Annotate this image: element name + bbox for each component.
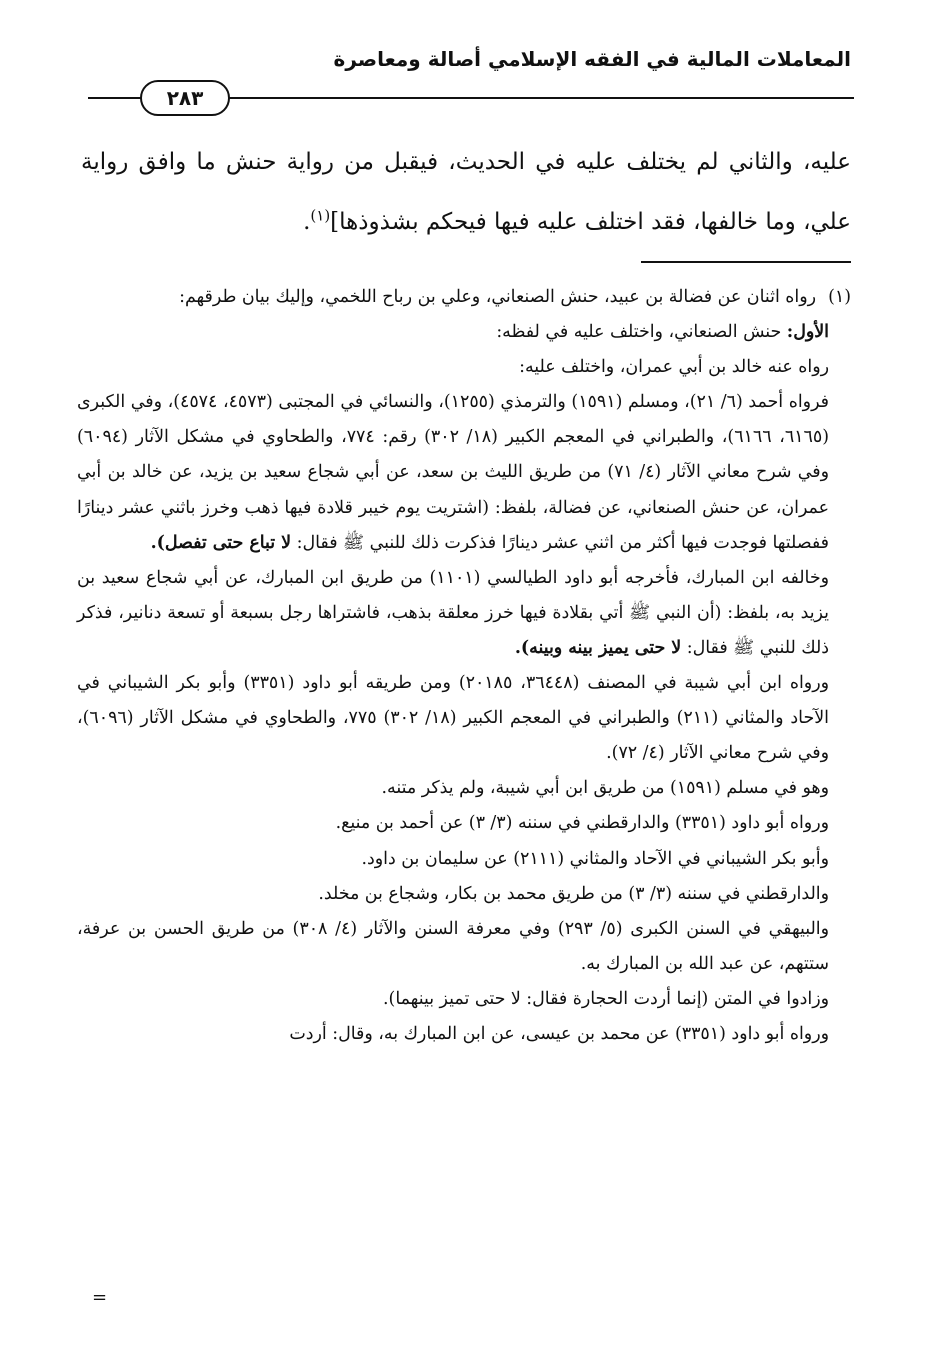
footnote-first-label: الأول: bbox=[786, 322, 829, 343]
footnotes bbox=[77, 280, 851, 1052]
footnote-paragraph: ورواه ابن أبي شيبة في المصنف (٣٦٤٤٨، ٢٠١٨٥) ومن طريقه أبو داود (٣٣٥١) وأبو بكر الشيباني في الآحاد والمثاني (٢١١) والطبراني في المعجم الكبير (١٨/ ٣٠٢) ٧٧٥، والطحاوي في مشكل الآثار (٦٠٩٦)، وفي شرح معاني الآثار (٤/ ٧٢). bbox=[77, 673, 829, 764]
footnote-separator bbox=[641, 261, 851, 263]
footnote-paragraph bbox=[77, 385, 851, 560]
main-paragraph-end: . bbox=[303, 209, 311, 235]
footnote-paragraph: ورواه أبو داود (٣٣٥١) والدارقطني في سننه (٣/ ٣) عن أحمد بن منيع. bbox=[335, 813, 829, 834]
main-text bbox=[81, 132, 851, 252]
footnote-paragraph: رواه عنه خالد بن أبي عمران، واختلف عليه: bbox=[519, 357, 829, 378]
running-title: المعاملات المالية في الفقه الإسلامي أصالة ومعاصرة bbox=[333, 47, 851, 71]
footnote-paragraph bbox=[77, 561, 851, 666]
footnote-paragraph: ورواه أبو داود (٣٣٥١) عن محمد بن عيسى، عن ابن المبارك به، وقال: أردت bbox=[289, 1023, 829, 1044]
page-number-badge: ٢٨٣ bbox=[140, 80, 230, 116]
footnote-paragraph: وأبو بكر الشيباني في الآحاد والمثاني (٢١١١) عن سليمان بن داود. bbox=[361, 848, 829, 869]
footnote-first-text: حنش الصنعاني، واختلف عليه في لفظه: bbox=[496, 322, 782, 343]
main-paragraph bbox=[81, 132, 851, 252]
footnote-paragraph: والبيهقي في السنن الكبرى (٥/ ٢٩٣) وفي معرفة السنن والآثار (٤/ ٣٠٨) من طريق الحسن بن عرفة، ستتهم، عن عبد الله بن المبارك به. bbox=[77, 918, 830, 974]
footnote-hadith-text: لا تباع حتى تفصل). bbox=[150, 532, 292, 553]
footnote-paragraph: وزادوا في المتن (إنما أردت الحجارة فقال: لا حتى تميز بينهما). bbox=[383, 988, 829, 1009]
footnote-paragraph: والدارقطني في سننه (٣/ ٣) من طريق محمد بن بكار، وشجاع بن مخلد. bbox=[318, 883, 829, 904]
footnote-number: (١) bbox=[828, 287, 851, 307]
footnote-intro bbox=[77, 280, 851, 315]
continuation-mark: = bbox=[92, 1287, 108, 1308]
main-paragraph-text: عليه، والثاني لم يختلف عليه في الحديث، فيقبل من رواية حنش ما وافق رواية علي، وما خالفها، فقد اختلف عليه فيها فيحكم بشذوذها] bbox=[81, 149, 851, 235]
footnote-paragraph: وهو في مسلم (١٥٩١) من طريق ابن أبي شيبة، ولم يذكر متنه. bbox=[381, 778, 829, 799]
footnote-reference: (١) bbox=[310, 206, 331, 225]
footnote-hadith-text: لا حتى يميز بينه وبينه). bbox=[514, 637, 682, 658]
footnote-paragraph-text: فرواه أحمد (٦/ ٢١)، ومسلم (١٥٩١) والترمذي (١٢٥٥)، والنسائي في المجتبى (٤٥٧٣، ٤٥٧٤)، وفي الكبرى (٦١٦٥، ٦١٦٦)، والطبراني في المعجم الكبير (١٨/ ٣٠٢) رقم: ٧٧٤، والطحاوي في مشكل الآثار (٦٠٩٤) وفي شرح معاني الآثار (٤/ ٧١) من طريق الليث بن سعد، عن أبي شجاع سعيد بن يزيد، عن خالد بن أبي عمران، عن حنش الصنعاني، عن فضالة، بلفظ: (اشتريت يوم خيبر قلادة فيها ذهب وخرز باثني عشر دينارًا ففصلتها فوجدت فيها أكثر من اثني عشر دينارًا فذكرت ذلك للنبي ﷺ فقال: bbox=[77, 392, 830, 553]
footnote-first-chain bbox=[77, 315, 851, 350]
footnote-intro-text: رواه اثنان عن فضالة بن عبيد، حنش الصنعاني، وعلي بن رباح اللخمي، وإليك بيان طرقهم: bbox=[179, 287, 817, 307]
footnote-paragraph-text: وخالفه ابن المبارك، فأخرجه أبو داود الطيالسي (١١٠١) من طريق ابن المبارك، عن أبي شجاع سعيد بن يزيد به، بلفظ: (أن النبي ﷺ أتي بقلادة فيها خرز معلقة بذهب، فاشتراها رجل بسبعة أو تسعة دنانير، فذكر ذلك للنبي ﷺ فقال: bbox=[77, 567, 829, 658]
